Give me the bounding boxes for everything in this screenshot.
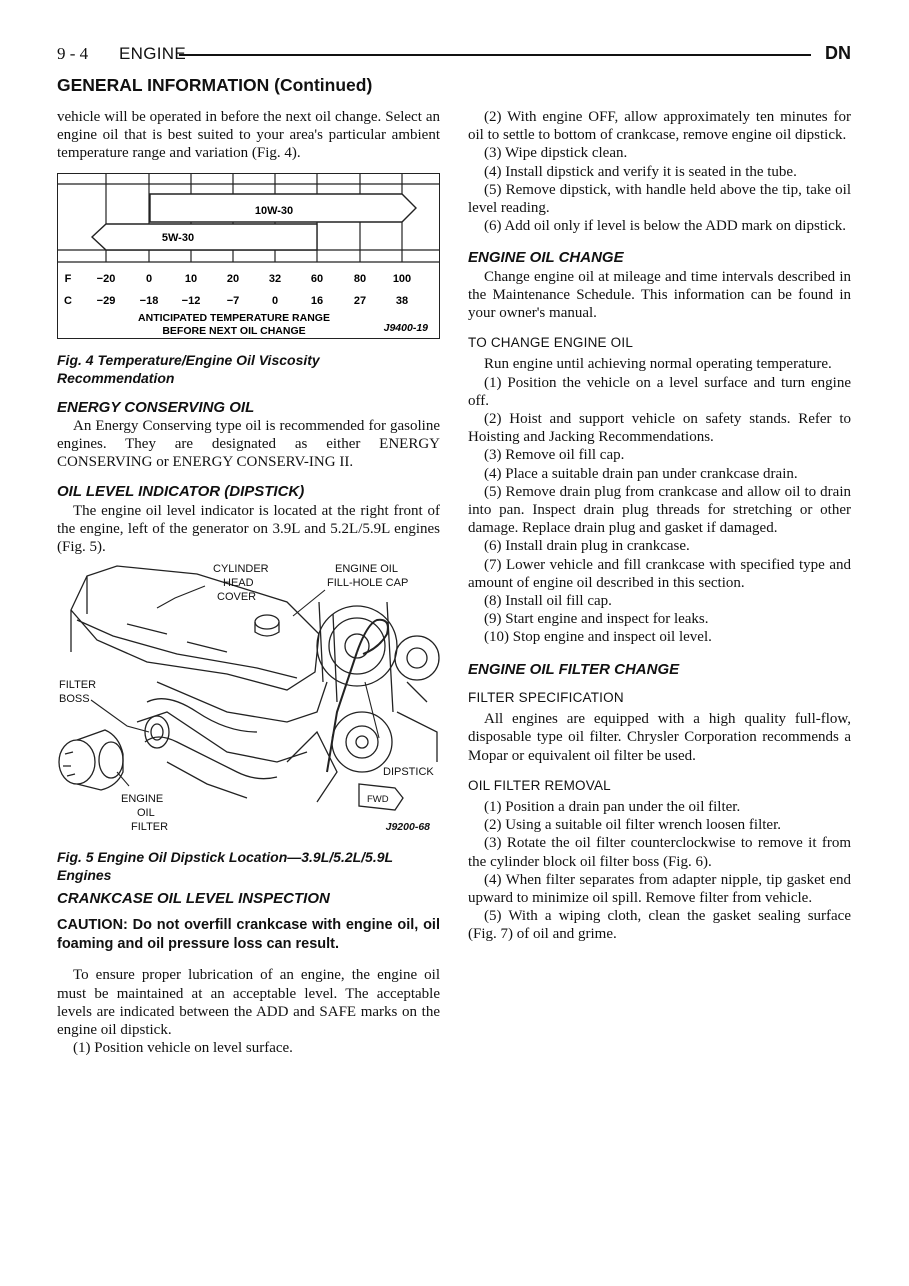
- figure-5-caption-line1: Fig. 5 Engine Oil Dipstick Location—3.9L/5.2L/5.9L: [57, 849, 394, 866]
- label-10w30: 10W-30: [254, 204, 294, 217]
- c-tick: −29: [96, 294, 116, 307]
- inspect-step: (5) Remove dipstick, with handle held above the tip, take oil level reading.: [468, 181, 851, 217]
- change-step: (1) Position the vehicle on a level surface and turn engine off.: [468, 374, 851, 409]
- figure-4-caption-line2: Recommendation: [57, 369, 175, 386]
- c-tick: 38: [395, 294, 409, 307]
- oil-change-heading: ENGINE OIL CHANGE: [468, 249, 624, 267]
- c-tick: −18: [139, 294, 159, 307]
- filter-removal-heading: OIL FILTER REMOVAL: [468, 777, 611, 793]
- label-cylinder-head-cover-1: CYLINDER: [213, 563, 269, 576]
- crankcase-paragraph: To ensure proper lubrication of an engine, the engine oil must be maintained at an acceptable level. The acceptable levels are indicated between the ADD and SAFE marks on the engine oil dipstick.: [57, 967, 440, 1039]
- label-fill-cap-1: ENGINE OIL: [335, 563, 398, 576]
- energy-heading: ENERGY CONSERVING OIL: [57, 398, 255, 416]
- viscosity-chart-svg: [58, 174, 439, 338]
- figure-4-viscosity-chart: [57, 173, 440, 339]
- fwd-label: FWD: [367, 794, 389, 806]
- header-rule: [179, 54, 811, 56]
- change-step: (10) Stop engine and inspect oil level.: [484, 629, 712, 646]
- to-change-intro: Run engine until achieving normal operating temperature.: [484, 356, 832, 373]
- filter-spec-paragraph: All engines are equipped with a high quality full-flow, disposable type oil filter. Chrysler Corporation recommends a Mopar or equivalent oil filter be used.: [468, 711, 851, 764]
- removal-step: (3) Rotate the oil filter counterclockwise to remove it from the cylinder block oil filter boss (Fig. 6).: [468, 835, 851, 870]
- oil-change-paragraph: Change engine oil at mileage and time intervals described in the Maintenance Schedule. This information can be found in your owner's manual.: [468, 268, 851, 322]
- page-header: [57, 44, 851, 66]
- filter-change-heading: ENGINE OIL FILTER CHANGE: [468, 660, 680, 678]
- axis-label-line1: ANTICIPATED TEMPERATURE RANGE: [138, 311, 330, 324]
- celsius-row: [64, 295, 408, 307]
- inspect-step: (6) Add oil only if level is below the ADD mark on dipstick.: [484, 218, 847, 235]
- removal-step: (5) With a wiping cloth, clean the gasket sealing surface (Fig. 7) of oil and grime.: [468, 908, 851, 943]
- f-tick: 32: [268, 272, 282, 285]
- removal-step: (4) When filter separates from adapter nipple, tip gasket end upward to minimize oil spill. Remove filter from vehicle.: [468, 871, 851, 906]
- dipstick-paragraph: The engine oil level indicator is located at the right front of the engine, left of the generator on 3.9L and 5.2L/5.9L engines (Fig. 5).: [57, 502, 440, 556]
- label-oil-filter-2: OIL: [137, 807, 155, 820]
- change-step: (6) Install drain plug in crankcase.: [484, 538, 690, 555]
- c-tick: −12: [181, 294, 201, 307]
- arrow-5w30: [92, 224, 317, 250]
- dipstick-heading: OIL LEVEL INDICATOR (DIPSTICK): [57, 483, 305, 501]
- fahrenheit-row: [65, 273, 412, 285]
- f-tick: 80: [353, 272, 367, 285]
- f-tick: −20: [96, 272, 116, 285]
- filter-spec-heading: FILTER SPECIFICATION: [468, 689, 624, 705]
- change-step: (8) Install oil fill cap.: [484, 593, 612, 610]
- change-step: (7) Lower vehicle and fill crankcase with specified type and amount of engine oil described in this section.: [468, 556, 851, 591]
- f-tick: 20: [226, 272, 240, 285]
- change-step: (4) Place a suitable drain pan under crankcase drain.: [484, 465, 798, 482]
- inspect-step: (4) Install dipstick and verify it is seated in the tube.: [484, 163, 797, 180]
- c-tick: 0: [271, 294, 279, 307]
- c-unit: C: [64, 294, 72, 307]
- figure-5-code: J9200-68: [385, 821, 430, 834]
- section-title: GENERAL INFORMATION (Continued): [57, 75, 373, 95]
- f-tick: 10: [184, 272, 198, 285]
- change-step: (9) Start engine and inspect for leaks.: [484, 611, 709, 628]
- intro-paragraph: vehicle will be operated in before the next oil change. Select an engine oil that is best suited to your area's particular ambient temperature range and variation (Fig. 4).: [57, 109, 440, 162]
- label-filter-boss-1: FILTER: [59, 679, 97, 692]
- change-step: (2) Hoist and support vehicle on safety stands. Refer to Hoisting and Jacking Recommendations.: [468, 411, 851, 446]
- label-fill-cap-2: FILL-HOLE CAP: [327, 577, 409, 590]
- f-tick: 100: [392, 272, 412, 285]
- figure-4-caption-line1: Fig. 4 Temperature/Engine Oil Viscosity: [57, 351, 320, 368]
- section-name: ENGINE: [119, 44, 186, 63]
- c-tick: −7: [226, 294, 240, 307]
- inspect-step: (2) With engine OFF, allow approximately ten minutes for oil to settle to bottom of crankcase, remove engine oil dipstick.: [468, 109, 851, 144]
- left-column: [57, 108, 440, 1057]
- f-tick: 60: [310, 272, 324, 285]
- crankcase-heading: CRANKCASE OIL LEVEL INSPECTION: [57, 890, 330, 908]
- label-cylinder-head-cover-3: COVER: [217, 591, 257, 604]
- c-tick: 16: [310, 294, 324, 307]
- to-change-heading: TO CHANGE ENGINE OIL: [468, 335, 634, 351]
- c-tick: 27: [353, 294, 367, 307]
- label-cylinder-head-cover-2: HEAD: [223, 577, 254, 590]
- engine-illustration-svg: [57, 562, 440, 838]
- f-unit: F: [64, 272, 72, 285]
- axis-label-line2: BEFORE NEXT OIL CHANGE: [162, 324, 306, 337]
- label-5w30: 5W-30: [161, 231, 195, 244]
- figure-5-caption-line2: Engines: [57, 867, 112, 884]
- removal-step: (2) Using a suitable oil filter wrench loosen filter.: [484, 817, 782, 834]
- removal-step: (1) Position a drain pan under the oil filter.: [484, 798, 741, 815]
- right-column: [468, 108, 851, 944]
- change-step: (5) Remove drain plug from crankcase and allow oil to drain into pan. Inspect drain plug threads for stretching or other damage. Replace drain plug and gasket if damaged.: [468, 483, 851, 537]
- label-oil-filter-1: ENGINE: [121, 793, 164, 806]
- page-number: 9 - 4: [57, 44, 89, 63]
- figure-code: J9400-19: [383, 321, 428, 334]
- label-filter-boss-2: BOSS: [59, 693, 90, 706]
- figure-5-engine-illustration: [57, 562, 440, 838]
- caution-note: CAUTION: Do not overfill crankcase with engine oil, oil foaming and oil pressure loss can result.: [57, 917, 440, 953]
- label-oil-filter-3: FILTER: [131, 821, 169, 834]
- model-code: DN: [825, 43, 851, 63]
- change-step: (3) Remove oil fill cap.: [484, 447, 625, 464]
- energy-paragraph: An Energy Conserving type oil is recommended for gasoline engines. They are designated as either ENERGY CONSERVING or ENERGY CONSERV-ING II.: [57, 417, 440, 471]
- crankcase-step-1: (1) Position vehicle on level surface.: [73, 1040, 293, 1057]
- figure-5-labels: [59, 563, 434, 833]
- inspect-step: (3) Wipe dipstick clean.: [484, 145, 628, 162]
- f-tick: 0: [145, 272, 153, 285]
- label-dipstick: DIPSTICK: [383, 766, 434, 779]
